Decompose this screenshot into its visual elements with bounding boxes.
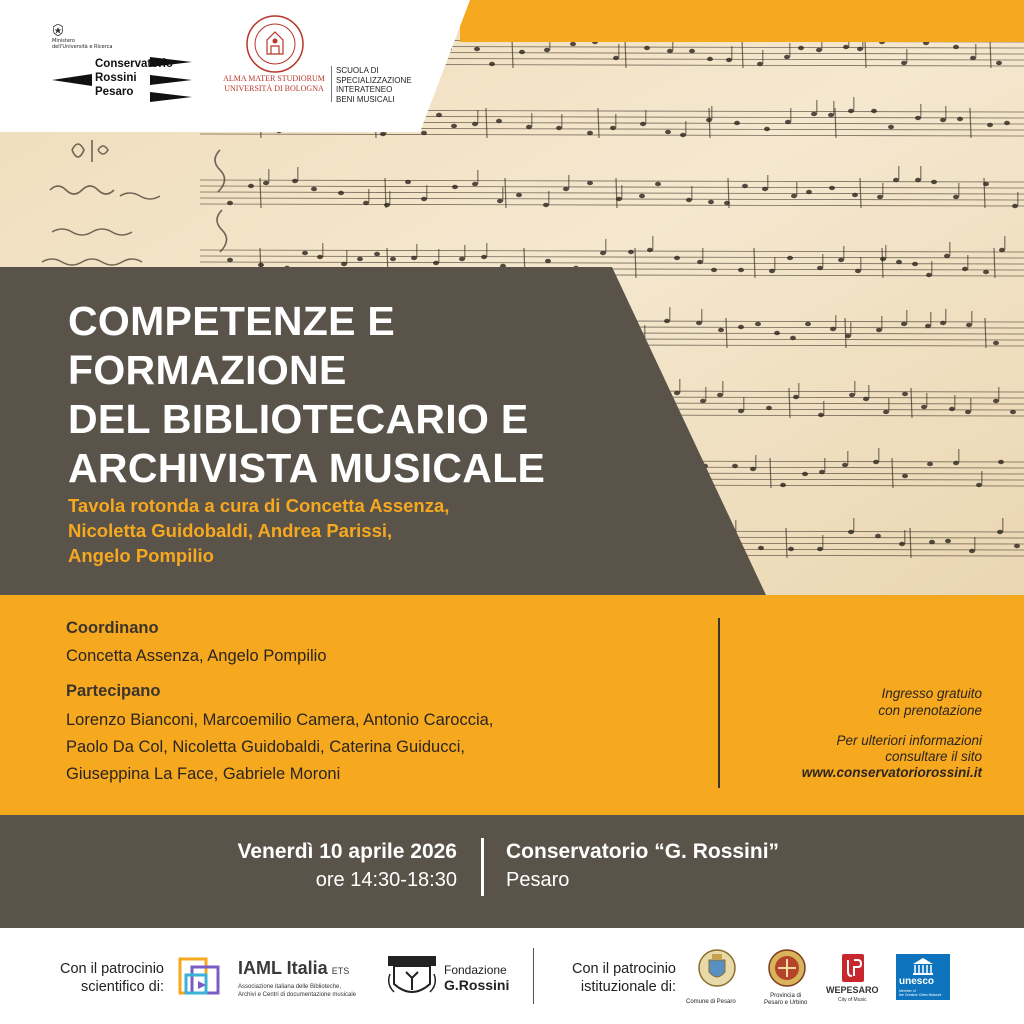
entry-line-2: con prenotazione [878, 703, 982, 718]
iaml-logo-icon [178, 953, 224, 999]
participants-line-2: Paolo Da Col, Nicoletta Guidobaldi, Caterina Guiducci, [66, 738, 465, 756]
scientific-patronage-label [60, 960, 164, 996]
provincia-caption [764, 993, 807, 1007]
ministry-name [52, 38, 132, 50]
conservatory-line-3: Pesaro [95, 86, 134, 98]
website-link[interactable]: www.conservatoriorossini.it [801, 765, 982, 780]
institutional-patronage-label [572, 960, 676, 996]
unibo-seal-icon [245, 14, 305, 74]
conservatory-line-2: Rossini [95, 72, 137, 84]
event-date: Venerdì 10 aprile 2026 [237, 840, 457, 863]
unesco-temple-icon [896, 954, 950, 976]
ministry-line-2: dell'Università e Ricerca [52, 44, 113, 50]
school-name [336, 66, 412, 104]
foundation-crest-icon [386, 954, 438, 1002]
unesco-name: unesco [899, 976, 935, 987]
scientific-patronage-line-2: scientifico di: [80, 979, 164, 995]
unesco-sub-line-1: Member of [899, 989, 916, 993]
coordinators-line: Concetta Assenza, Angelo Pompilio [66, 647, 327, 665]
top-orange-stripe [460, 0, 1024, 42]
subtitle-line-1: Tavola rotonda a cura di Concetta Assenza, [68, 495, 450, 516]
scientific-patronage-line-1: Con il patrocinio [60, 961, 164, 977]
provincia-line-1: Provincia di [770, 993, 802, 999]
info-divider [718, 618, 720, 788]
more-info-line-1: Per ulteriori informazioni [836, 733, 982, 748]
conservatory-line-1: Conservatorio [95, 58, 173, 70]
school-line-1: SCUOLA DI [336, 66, 379, 75]
participants-label: Partecipano [66, 682, 161, 700]
date-section [0, 815, 1024, 928]
entry-line-1: Ingresso gratuito [881, 686, 982, 701]
unesco-subtitle [899, 989, 941, 997]
foundation-line-1: Fondazione [444, 963, 507, 977]
iaml-desc-line-1: Associazione italiana delle Biblioteche, [238, 984, 342, 990]
info-section [0, 595, 1024, 815]
event-city: Pesaro [506, 869, 570, 891]
participants-line-1: Lorenzo Bianconi, Marcoemilio Camera, Antonio Caroccia, [66, 711, 494, 729]
unibo-line-1: ALMA MATER STUDIORUM [223, 74, 325, 83]
wepesaro-logo-icon [842, 954, 864, 982]
foundation-name [444, 963, 509, 993]
provincia-line-2: Pesaro e Urbino [764, 1000, 808, 1006]
foundation-line-2: G.Rossini [444, 977, 510, 993]
date-divider [481, 838, 484, 896]
footer-divider [533, 948, 534, 1004]
more-info [802, 733, 982, 781]
event-venue: Conservatorio “G. Rossini” [506, 840, 780, 863]
school-line-2: SPECIALIZZAZIONE [336, 75, 412, 85]
unibo-line-2: UNIVERSITÀ DI BOLOGNA [224, 84, 324, 93]
participants-line-3: Giuseppina La Face, Gabriele Moroni [66, 765, 341, 783]
wepesaro-name: WEPESARO [826, 985, 879, 995]
school-line-3: INTERATENEO [336, 85, 393, 94]
unesco-sub-line-2: the Creative Cities Network [899, 993, 942, 997]
institutional-patronage-line-2: istituzionale di: [580, 979, 676, 995]
iaml-name [238, 958, 349, 979]
comune-caption: Comune di Pesaro [686, 999, 736, 1005]
entry-info [878, 685, 982, 719]
iaml-description [238, 983, 356, 999]
title-line-3: DEL BIBLIOTECARIO E [68, 396, 529, 442]
ministry-emblem-icon [53, 24, 63, 36]
subtitle-line-3: Angelo Pompilio [68, 545, 214, 566]
coordinators-label: Coordinano [66, 619, 159, 637]
title-line-4: ARCHIVISTA MUSICALE [68, 445, 546, 491]
iaml-ets: ETS [331, 966, 350, 976]
ministry-line-1: Ministero [52, 38, 75, 44]
event-time: ore 14:30-18:30 [315, 869, 457, 891]
title-line-1: COMPETENZE E [68, 298, 396, 344]
header-divider [331, 66, 332, 102]
subtitle-line-2: Nicoletta Guidobaldi, Andrea Parissi, [68, 520, 393, 541]
comune-pesaro-crest-icon [697, 948, 737, 988]
event-subtitle [68, 493, 449, 568]
conservatory-name [95, 57, 173, 99]
iaml-title: IAML Italia [238, 958, 328, 978]
coordinators-names [66, 643, 327, 670]
participants-names [66, 707, 493, 788]
more-info-line-2: consultare il sito [885, 749, 982, 764]
institutional-patronage-line-1: Con il patrocinio [572, 961, 676, 977]
unibo-name [220, 74, 328, 94]
iaml-desc-line-2: Archivi e Centri di documentazione musicale [238, 992, 357, 998]
wepesaro-subtitle: City of Music [838, 997, 867, 1003]
title-line-2: FORMAZIONE [68, 347, 347, 393]
footer-section [0, 928, 1024, 1024]
school-line-4: BENI MUSICALI [336, 94, 395, 104]
event-title [68, 297, 545, 493]
provincia-crest-icon [767, 948, 807, 988]
